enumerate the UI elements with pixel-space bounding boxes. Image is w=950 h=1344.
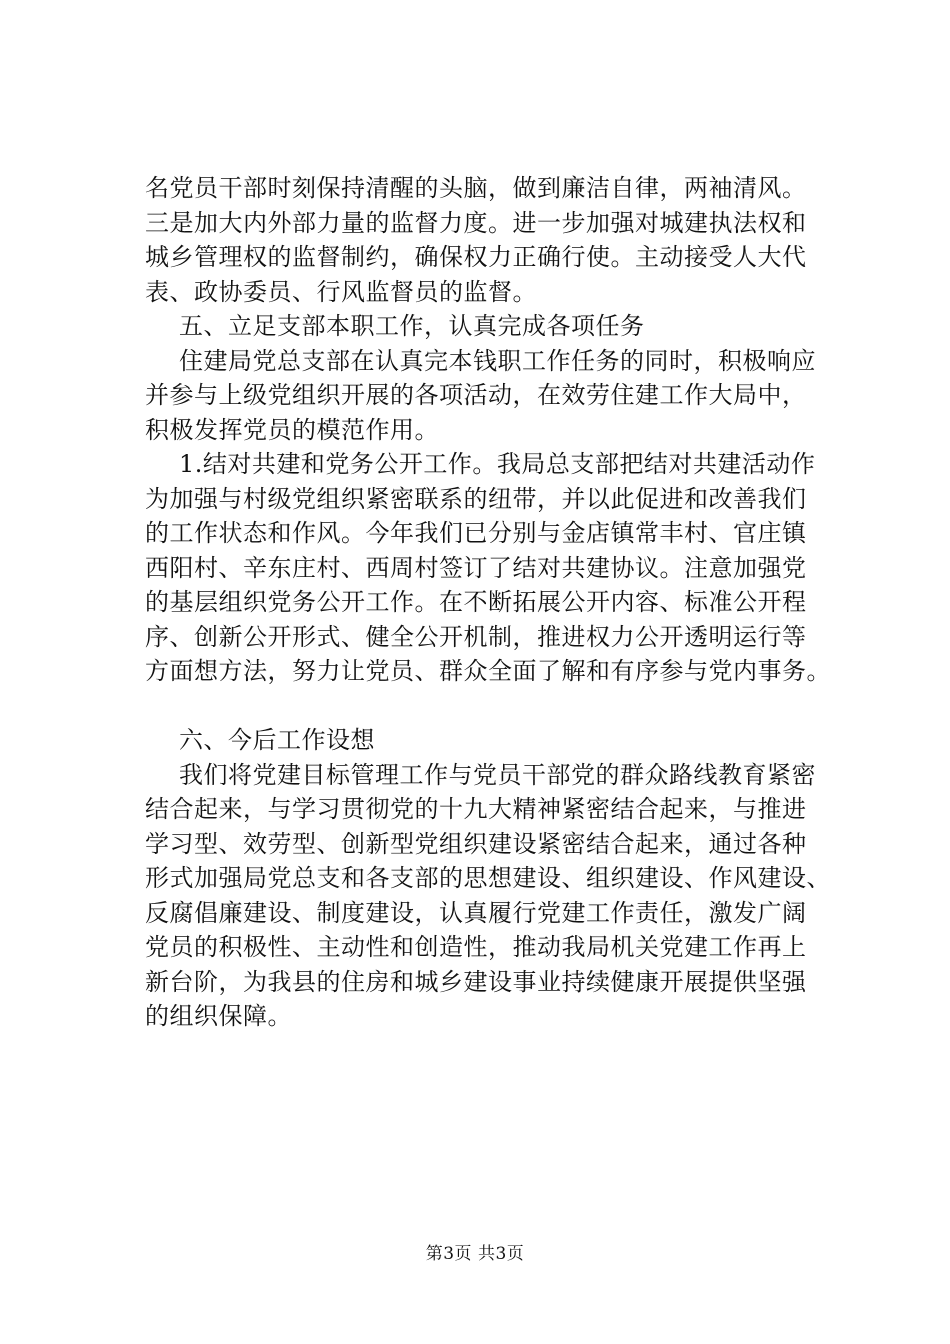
text-line: 学习型、效劳型、创新型党组织建设紧密结合起来，通过各种 — [145, 829, 807, 858]
text-line: 的组织保障。 — [145, 1002, 292, 1030]
document-body — [145, 171, 845, 1034]
text-line: 表、政协委员、行风监督员的监督。 — [145, 277, 537, 306]
text-line: 住建局党总支部在认真完本钱职工作任务的同时，积极响应 — [179, 346, 816, 375]
text-line: 城乡管理权的监督制约，确保权力正确行使。主动接受人大代 — [145, 243, 807, 271]
text-line: 的工作状态和作风。今年我们已分别与金店镇常丰村、官庄镇 — [145, 519, 807, 547]
text-line: 名党员干部时刻保持清醒的头脑，做到廉洁自律，两袖清风。 — [145, 174, 807, 202]
text-line: 三是加大内外部力量的监督力度。进一步加强对城建执法权和 — [145, 208, 807, 237]
text-line: 的基层组织党务公开工作。在不断拓展公开内容、标准公开程 — [145, 588, 807, 616]
paragraph-gap — [145, 689, 845, 724]
text-line: 反腐倡廉建设、制度建设，认真履行党建工作责任，激发广阔 — [145, 898, 807, 927]
section-heading-5: 五、立足支部本职工作，认真完成各项任务 — [179, 312, 645, 340]
text-line: 新台阶，为我县的住房和城乡建设事业持续健康开展提供坚强 — [145, 967, 807, 996]
text-line: 党员的积极性、主动性和创造性，推动我局机关党建工作再上 — [145, 933, 807, 961]
text-line: 并参与上级党组织开展的各项活动，在效劳住建工作大局中， — [145, 381, 807, 409]
text-line: 西阳村、辛东庄村、西周村签订了结对共建协议。注意加强党 — [145, 553, 807, 582]
text-line: 结合起来，与学习贯彻党的十九大精神紧密结合起来，与推进 — [145, 795, 807, 823]
text-line: 积极发挥党员的模范作用。 — [145, 415, 439, 444]
text-line: 我们将党建目标管理工作与党员干部党的群众路线教育紧密 — [179, 760, 816, 789]
text-line: 序、创新公开形式、健全公开机制，推进权力公开透明运行等 — [145, 622, 807, 651]
text-line: 为加强与村级党组织紧密联系的纽带，并以此促进和改善我们 — [145, 484, 807, 513]
section-heading-6: 六、今后工作设想 — [179, 726, 375, 754]
text-line: 1.结对共建和党务公开工作。我局总支部把结对共建活动作 — [179, 450, 816, 478]
text-line: 形式加强局党总支和各支部的思想建设、组织建设、作风建设、 — [145, 864, 831, 892]
page-number-footer: 第3页 共3页 — [425, 1244, 525, 1264]
text-line: 方面想方法，努力让党员、群众全面了解和有序参与党内事务。 — [145, 657, 831, 685]
